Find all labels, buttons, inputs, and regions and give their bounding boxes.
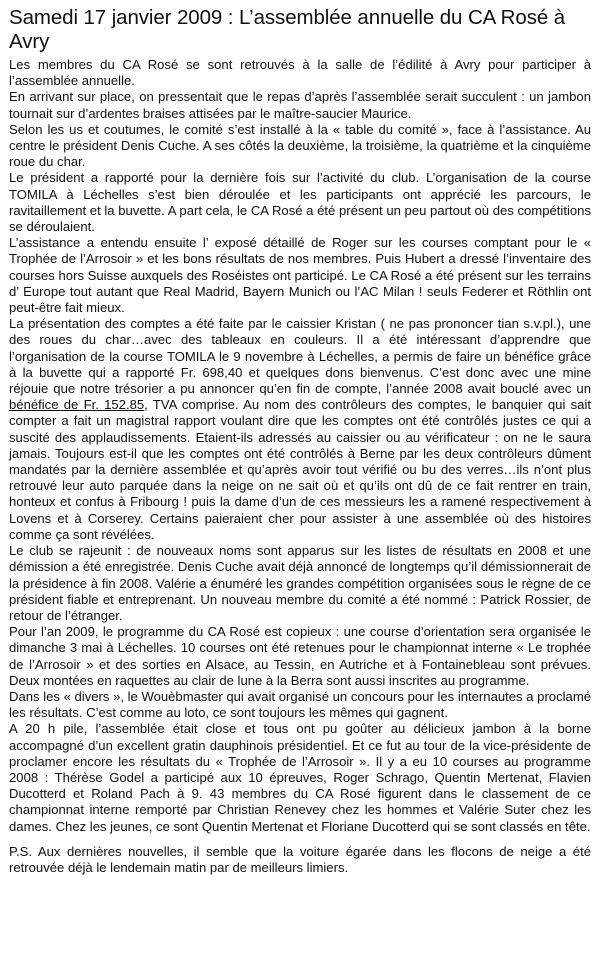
paragraph-dinner-results: A 20 h pile, l’assemblée était close et tous ont pu goûter au délicieux jambon à la borne accompagné d’un excellent gratin dauphinois présidentiel. Et ce fut au tour de la vice-présidente de proclamer encore les résultats du « Trophée de l’Arrosoir ». Il y a eu 10 courses au programme 2008 : Thérèse Godel a participé aux 10 épreuves, Roger Schrago, Quentin Mertenat, Flavien Ducotterd et Roland Pach à 9. 43 membres du CA Rosé figurent dans le classement de ce championnat interne remporté par Christian Renevey chez les hommes et Valérie Suter chez les dames. Chez les jeunes, ce sont Quentin Mertenat et Floriane Ducotterd qui se sont classés en tête. xyxy=(9,721,591,834)
paragraph-president-report: Le président a rapporté pour la dernière fois sur l’activité du club. L’organisation de la course TOMILA à Léchelles s’est bien déroulée et les participants ont apprécié les parcours, le ravitaillement et la buvette. A part cela, le CA Rosé a été présent un peu partout où des compétitions se déroulaient. xyxy=(9,170,591,235)
profit-amount: bénéfice de Fr. 152.85 xyxy=(9,397,145,413)
article-title: Samedi 17 janvier 2009 : L’assemblée annuelle du CA Rosé à Avry xyxy=(9,6,566,53)
article-body xyxy=(9,57,591,876)
paragraph-committee: Selon les us et coutumes, le comité s’est installé à la « table du comité », face à l’assistance. Au centre le président Denis Cuche. A ses côtés la deuxième, la troisième, la quatrième et la cinquième roue du char. xyxy=(9,121,591,170)
accounts-text-start: La présentation des comptes a été faite par le caissier Kristan ( ne pas prononcer tian s.v.pl.), une des roues du char…avec des tableaux en couleurs. Il a été intéressant d’apprendre que l’organisation de la course TOMILA le 9 novembre à Léchelles, a permis de faire un bénéfice grâce à la buvette qui a rapporté Fr. 698,40 et quelques dons bienvenus. C’est donc avec une mine réjouie que notre trésorier a pu annoncer qu’en fin de compte, l’année 2008 avait bouclé avec un xyxy=(9,316,591,397)
paragraph-intro: Les membres du CA Rosé se sont retrouvés à la salle de l’édilité à Avry pour participer à l’assemblée annuelle. xyxy=(9,57,591,89)
paragraph-accounts xyxy=(9,316,591,543)
accounts-text-end: , TVA comprise. Au nom des contrôleurs des comptes, le banquier qui sait compter a fait un magistral rapport voulant dire que les comptes ont été contrôlés justes ce qui a suscité des applaudissements. Etaient-ils adressés au caissier ou au vérificateur : on ne le saura jamais. Toujours est-il que les comptes ont été contrôlés à Berne par les deux contrôleurs dûment mandatés par la dernière assemblée et qu’après avoir tout vérifié ou bu des verres…ils n’ont plus retrouvé leur auto parquée dans la neige on ne sait où et qu’ils ont dû de ce fait rentrer en train, honteux et confus à Fribourg ! puis la dame d’un de ces messieurs les a ramené respectivement à Lovens et à Corserey. Certains paieraient cher pour assister à une assemblée où des histoires comme ça sont révélées. xyxy=(9,397,591,542)
paragraph-program-2009: Pour l’an 2009, le programme du CA Rosé est copieux : une course d’orientation sera organisée le dimanche 3 mai à Léchelles. 10 courses ont été retenues pour le championnat interne « Le trophée de l’Arrosoir » et des sorties en Alsace, au Tessin, en Autriche et à Fontainebleau sont prévues. Deux montées en raquettes au clair de lune à la Berra sont aussi inscrites au programme. xyxy=(9,624,591,688)
paragraph-postscript: P.S. Aux dernières nouvelles, il semble que la voiture égarée dans les flocons de neige a été retrouvée déjà le lendemain matin par de meilleurs limiers. xyxy=(9,843,591,875)
paragraph-trophy-report: L’assistance a entendu ensuite l’ exposé détaillé de Roger sur les courses comptant pour le « Trophée de l’Arrosoir » et les bons résultats de nos membres. Puis Hubert a dressé l’inventaire des courses hors Suisse auxquels des Roséistes ont participé. Le CA Rosé a été présent sur les terrains d’ Europe tout autant que Real Madrid, Bayern Munich ou l’AC Milan ! seuls Federer et Röthlin ont peut-être fait mieux. xyxy=(9,235,591,316)
paragraph-divers: Dans les « divers », le Wouèbmaster qui avait organisé un concours pour les internautes a proclamé les résultats. C’est comme au loto, ce sont toujours les mêmes qui gagnent. xyxy=(9,688,592,721)
paragraph-club-renewal: Le club se rajeunit : de nouveaux noms sont apparus sur les listes de résultats en 2008 et une démission a été enregistrée. Denis Cuche avait déjà annoncé de longtemps qu’il démissionnerait de la présidence à fin 2008. Valérie a énuméré les grandes compétition organisées sous le règne de ce président fiable et entreprenant. Un nouveau membre du comité a été nommé : Patrick Rossier, de retour de l’étranger. xyxy=(9,543,591,623)
paragraph-arrival: En arrivant sur place, on pressentait que le repas d’après l’assemblée serait succulent : un jambon tournait sur d’ardentes braises attisées par le maître-saucier Maurice. xyxy=(9,89,591,121)
